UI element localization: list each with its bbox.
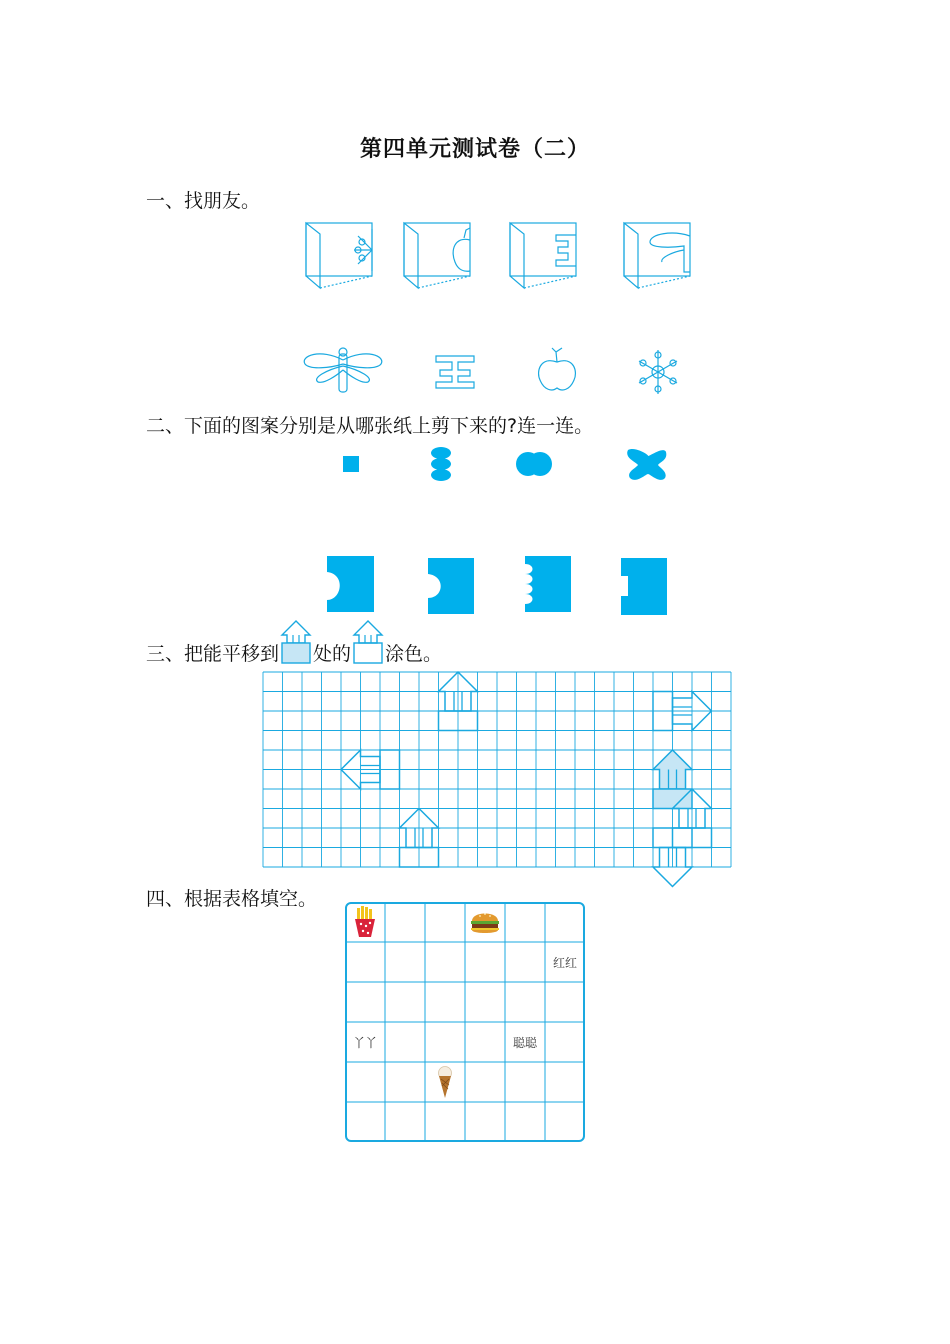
- position-table: [345, 902, 585, 1142]
- folded-paper-square-cut[interactable]: [621, 558, 667, 615]
- fries-icon: [345, 902, 385, 942]
- folded-paper-semicircle-cut[interactable]: [327, 556, 374, 612]
- question-2-prompt: 二、下面的图案分别是从哪张纸上剪下来的?连一连。: [146, 415, 594, 437]
- cut-shape-square[interactable]: [343, 456, 359, 472]
- question-3-prompt-part-1: 三、把能平移到: [146, 643, 280, 665]
- question-3-prompt-part-2: 处的: [313, 643, 352, 665]
- folded-paper-scallop-cut[interactable]: [525, 556, 571, 612]
- cut-shape-double-circle[interactable]: [516, 452, 552, 476]
- hamburger-icon: [465, 902, 505, 942]
- folded-paper-circle-cut[interactable]: [428, 558, 474, 614]
- question-3-prompt-part-3: 涂色。: [385, 643, 443, 665]
- table-cell-label: 聪聪: [512, 1035, 537, 1050]
- question-4-prompt: 四、根据表格填空。: [146, 888, 318, 910]
- house-icon: [352, 620, 384, 666]
- page-title: 第四单元测试卷（二）: [359, 136, 590, 162]
- cut-shape-bowtie[interactable]: [627, 449, 666, 480]
- target-house-icon: [280, 620, 312, 666]
- ice-cream-icon: [425, 1062, 465, 1102]
- house-target-shaded[interactable]: [653, 750, 692, 809]
- question-3-prompt: [146, 620, 442, 666]
- cut-shape-stacked-ovals[interactable]: [431, 447, 451, 481]
- translation-grid: [263, 672, 731, 867]
- table-cell-label: 红红: [552, 955, 577, 970]
- table-cell-label: 丫丫: [352, 1035, 377, 1050]
- question-1-prompt: 一、找朋友。: [146, 190, 261, 212]
- question-2-figures: [0, 0, 950, 640]
